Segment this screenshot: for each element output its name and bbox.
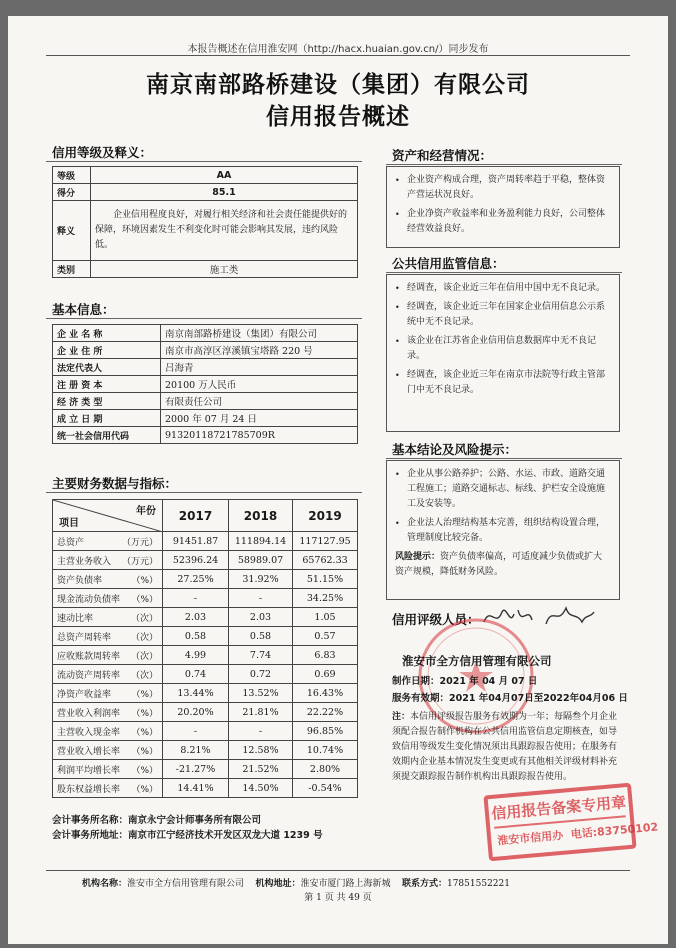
metric-value: 13.52% bbox=[229, 684, 293, 703]
year-header: 年份 bbox=[136, 506, 156, 517]
accounting-address-line bbox=[52, 827, 323, 841]
year-column-header: 2018 bbox=[229, 500, 293, 532]
rating-interpretation: 企业信用程度良好，对履行相关经济和社会责任能提供好的保障，环境因素发生不利变化时可能会影响其发展，违约风险低。 bbox=[91, 201, 358, 261]
metric-value: 13.44% bbox=[163, 684, 229, 703]
table-row bbox=[53, 589, 358, 608]
metric-value: 0.72 bbox=[229, 665, 293, 684]
metric-value: 34.25% bbox=[293, 589, 358, 608]
section-divider bbox=[46, 161, 362, 162]
supervision-item: • 经调查，该企业近三年在南京市法院等行政主管部门中无不良记录。 bbox=[395, 370, 606, 395]
supervision-section-title: 公共信用监管信息： bbox=[392, 256, 505, 271]
table-row bbox=[53, 551, 358, 570]
metric-value: 1.05 bbox=[293, 608, 358, 627]
metric-value: 52396.24 bbox=[163, 551, 229, 570]
metric-value: 10.74% bbox=[293, 741, 358, 760]
note-text: 本信用评级报告服务有效期为一年；每隔叁个月企业须配合报告制作机构在公共信用监管信息定期核查，如导致信用等级发生变化情况须出具跟踪报告使用；在服务有效期内企业基本情况发生变更或有其他相关评级材料补充须提交跟踪报告制作机构出具跟踪报告使用。 bbox=[392, 712, 618, 782]
capital-label: 注 册 资 本 bbox=[53, 376, 161, 393]
basic-section-title: 基本信息： bbox=[52, 302, 115, 317]
table-row bbox=[53, 167, 358, 184]
valid-period-line bbox=[392, 690, 628, 704]
metric-label: 速动比率 （次） bbox=[53, 608, 163, 627]
table-row bbox=[53, 779, 358, 798]
basic-info-table bbox=[52, 324, 358, 444]
bullet-icon: • bbox=[395, 176, 400, 185]
risk-warning bbox=[395, 550, 611, 580]
table-row bbox=[53, 532, 358, 551]
bullet-icon: • bbox=[395, 470, 400, 479]
metric-value: -21.27% bbox=[163, 760, 229, 779]
table-row bbox=[53, 410, 358, 427]
metric-label: 主营收入现金率 （%） bbox=[53, 722, 163, 741]
metric-value: 4.99 bbox=[163, 646, 229, 665]
year-column-header: 2017 bbox=[163, 500, 229, 532]
rating-score: 85.1 bbox=[91, 184, 358, 201]
table-row bbox=[53, 760, 358, 779]
accounting-firm: 南京永宁会计师事务所有限公司 bbox=[128, 815, 262, 826]
credit-code-label: 统一社会信用代码 bbox=[53, 427, 161, 444]
stamp-sub: 淮安市信用办 电话:83750102 bbox=[496, 820, 659, 848]
metric-value: 0.69 bbox=[293, 665, 358, 684]
metric-label: 应收账款周转率 （次） bbox=[53, 646, 163, 665]
metric-value: 91451.87 bbox=[163, 532, 229, 551]
table-row bbox=[53, 201, 358, 261]
bullet-icon: • bbox=[395, 519, 400, 528]
financial-table bbox=[52, 499, 358, 798]
metric-value: 2.03 bbox=[163, 608, 229, 627]
made-date-line bbox=[392, 673, 537, 687]
metric-value: 2.03 bbox=[229, 608, 293, 627]
table-row bbox=[53, 342, 358, 359]
footer-info bbox=[82, 876, 510, 889]
metric-value: 14.50% bbox=[229, 779, 293, 798]
metric-value: 20.20% bbox=[163, 703, 229, 722]
metric-value: 31.92% bbox=[229, 570, 293, 589]
footer-org-label: 机构名称： bbox=[82, 879, 128, 889]
metric-value: 96.85% bbox=[293, 722, 358, 741]
metric-label: 营业收入增长率 （%） bbox=[53, 741, 163, 760]
made-date-label: 制作日期： bbox=[392, 676, 440, 687]
legal-rep-label: 法定代表人 bbox=[53, 359, 161, 376]
risk-label: 风险提示： bbox=[395, 552, 441, 562]
interpretation-label: 释义 bbox=[53, 201, 91, 261]
metric-value: 0.58 bbox=[163, 627, 229, 646]
metric-value: 16.43% bbox=[293, 684, 358, 703]
company-name-label: 企 业 名 称 bbox=[53, 325, 161, 342]
accounting-address: 南京市江宁经济技术开发区双龙大道 1239 号 bbox=[128, 830, 323, 841]
metric-label: 总资产周转率 （次） bbox=[53, 627, 163, 646]
table-row bbox=[53, 646, 358, 665]
metric-label: 股东权益增长率 （%） bbox=[53, 779, 163, 798]
metric-label: 现金流动负债率 （%） bbox=[53, 589, 163, 608]
metric-value: 21.81% bbox=[229, 703, 293, 722]
founded-date: 2000 年 07 月 24 日 bbox=[161, 410, 358, 427]
assets-section-title: 资产和经营情况： bbox=[392, 148, 493, 163]
conclusion-section-title: 基本结论及风险提示： bbox=[392, 442, 518, 457]
category-label: 类别 bbox=[53, 261, 91, 278]
metric-value: 58989.07 bbox=[229, 551, 293, 570]
table-row bbox=[53, 359, 358, 376]
rating-category: 施工类 bbox=[91, 261, 358, 278]
metric-value: 0.74 bbox=[163, 665, 229, 684]
footer-phone: 17851552221 bbox=[446, 879, 510, 889]
metric-value: - bbox=[163, 722, 229, 741]
metric-value: 0.58 bbox=[229, 627, 293, 646]
assets-item: • 企业净资产收益率和业务盈利能力良好，公司整体经营效益良好。 bbox=[395, 209, 606, 234]
section-divider bbox=[386, 164, 622, 165]
metric-label: 利润平均增长率 （%） bbox=[53, 760, 163, 779]
metric-value: - bbox=[229, 589, 293, 608]
table-row bbox=[53, 722, 358, 741]
table-row bbox=[53, 608, 358, 627]
legal-rep: 吕海青 bbox=[161, 359, 358, 376]
rating-org: 淮安市全方信用管理有限公司 bbox=[402, 654, 552, 668]
metric-value: 2.80% bbox=[293, 760, 358, 779]
metric-value: 8.21% bbox=[163, 741, 229, 760]
publish-header: 本报告概述在信用淮安网（http://hacx.huaian.gov.cn/）同步发布 bbox=[187, 44, 489, 55]
table-row bbox=[53, 703, 358, 722]
founded-label: 成 立 日 期 bbox=[53, 410, 161, 427]
metric-label: 净资产收益率 （%） bbox=[53, 684, 163, 703]
metric-value: -0.54% bbox=[293, 779, 358, 798]
made-date: 2021 年 04 月 07 日 bbox=[439, 676, 538, 687]
validity-note bbox=[392, 710, 620, 785]
metric-value: 117127.95 bbox=[293, 532, 358, 551]
section-divider bbox=[386, 272, 622, 273]
footer-addr: 淮安市厦门路上海新城 bbox=[300, 879, 391, 889]
table-header-row bbox=[53, 500, 358, 532]
metric-label: 营业收入利润率 （%） bbox=[53, 703, 163, 722]
page-number: 第 1 页 共 49 页 bbox=[304, 893, 372, 903]
table-row bbox=[53, 184, 358, 201]
metric-label: 总资产 （万元） bbox=[53, 532, 163, 551]
metric-value: 12.58% bbox=[229, 741, 293, 760]
supervision-item: • 经调查，该企业近三年在信用中国中无不良记录。 bbox=[395, 281, 611, 296]
corner-header bbox=[53, 500, 163, 532]
table-row bbox=[53, 261, 358, 278]
credit-code: 91320118721785709R bbox=[161, 427, 358, 444]
metric-value: 6.83 bbox=[293, 646, 358, 665]
valid-period-label: 服务有效期： bbox=[392, 693, 450, 704]
risk-text: 资产负债率偏高，可适度减少负债或扩大资产规模，降低财务风险。 bbox=[395, 552, 603, 577]
metric-label: 主营业务收入 （万元） bbox=[53, 551, 163, 570]
report-page bbox=[8, 16, 668, 944]
metric-value: 51.15% bbox=[293, 570, 358, 589]
metric-value: 7.74 bbox=[229, 646, 293, 665]
assets-item: • 企业资产构成合理，资产周转率趋于平稳，整体资产营运状况良好。 bbox=[395, 175, 606, 200]
metric-label: 流动资产周转率 （次） bbox=[53, 665, 163, 684]
econ-type-label: 经 济 类 型 bbox=[53, 393, 161, 410]
bullet-icon: • bbox=[395, 284, 400, 293]
bullet-icon: • bbox=[395, 371, 400, 380]
metric-value: 111894.14 bbox=[229, 532, 293, 551]
rating-label: 等级 bbox=[53, 167, 91, 184]
table-row bbox=[53, 627, 358, 646]
metric-value: 65762.33 bbox=[293, 551, 358, 570]
rating-table bbox=[52, 166, 358, 278]
table-row bbox=[53, 665, 358, 684]
rating-grade: AA bbox=[91, 167, 358, 184]
supervision-item: • 经调查，该企业近三年在国家企业信用信息公示系统中无不良记录。 bbox=[395, 302, 606, 327]
footer-divider bbox=[46, 870, 630, 871]
report-title: 信用报告概述 bbox=[266, 104, 410, 130]
table-row bbox=[53, 741, 358, 760]
metric-value: 0.57 bbox=[293, 627, 358, 646]
metric-value: 27.25% bbox=[163, 570, 229, 589]
company-title: 南京南部路桥建设（集团）有限公司 bbox=[146, 72, 530, 98]
accounting-firm-label: 会计事务所名称： bbox=[52, 815, 129, 826]
conclusion-box bbox=[386, 460, 620, 600]
company-name: 南京南部路桥建设（集团）有限公司 bbox=[161, 325, 358, 342]
stamp-title: 信用报告备案专用章 bbox=[490, 793, 627, 823]
supervision-box bbox=[386, 274, 620, 432]
year-column-header: 2019 bbox=[293, 500, 358, 532]
section-divider bbox=[46, 318, 362, 319]
section-divider bbox=[46, 492, 362, 493]
score-label: 得分 bbox=[53, 184, 91, 201]
registered-capital: 20100 万人民币 bbox=[161, 376, 358, 393]
accounting-firm-line bbox=[52, 812, 261, 826]
note-label: 注： bbox=[392, 712, 411, 722]
footer-addr-label: 机构地址： bbox=[255, 879, 301, 889]
metric-value: - bbox=[229, 722, 293, 741]
rating-section-title: 信用等级及释义： bbox=[52, 145, 153, 160]
table-row bbox=[53, 376, 358, 393]
table-row bbox=[53, 427, 358, 444]
table-row bbox=[53, 325, 358, 342]
header-divider bbox=[46, 55, 630, 56]
valid-period: 2021 年04月07日至2022年04月06 日 bbox=[449, 693, 628, 704]
company-address: 南京市高淳区淳溪镇宝塔路 220 号 bbox=[161, 342, 358, 359]
financial-section-title: 主要财务数据与指标： bbox=[52, 476, 178, 491]
metric-value: 21.52% bbox=[229, 760, 293, 779]
rating-staff-label: 信用评级人员： bbox=[392, 612, 480, 627]
table-row bbox=[53, 570, 358, 589]
filing-stamp bbox=[483, 783, 659, 862]
bullet-icon: • bbox=[395, 210, 400, 219]
economic-type: 有限责任公司 bbox=[161, 393, 358, 410]
metric-value: - bbox=[163, 589, 229, 608]
item-header: 项目 bbox=[59, 518, 79, 529]
bullet-icon: • bbox=[395, 303, 400, 312]
table-row bbox=[53, 684, 358, 703]
metric-label: 资产负债率 （%） bbox=[53, 570, 163, 589]
metric-value: 14.41% bbox=[163, 779, 229, 798]
conclusion-item: • 企业法人治理结构基本完善，组织结构设置合理，管理制度比较完备。 bbox=[395, 518, 606, 543]
footer-phone-label: 联系方式： bbox=[401, 879, 447, 889]
metric-value: 22.22% bbox=[293, 703, 358, 722]
conclusion-item: • 企业从事公路养护；公路、水运、市政、道路交通工程施工；道路交通标志、标线、护栏安全设施施工及安装等。 bbox=[395, 469, 606, 509]
section-divider bbox=[386, 458, 622, 459]
footer-org: 淮安市全方信用管理有限公司 bbox=[127, 879, 245, 889]
address-label: 企 业 住 所 bbox=[53, 342, 161, 359]
accounting-address-label: 会计事务所地址： bbox=[52, 830, 129, 841]
bullet-icon: • bbox=[395, 337, 400, 346]
supervision-item: • 该企业在江苏省企业信用信息数据库中无不良记录。 bbox=[395, 336, 597, 361]
table-row bbox=[53, 393, 358, 410]
assets-box bbox=[386, 166, 620, 248]
